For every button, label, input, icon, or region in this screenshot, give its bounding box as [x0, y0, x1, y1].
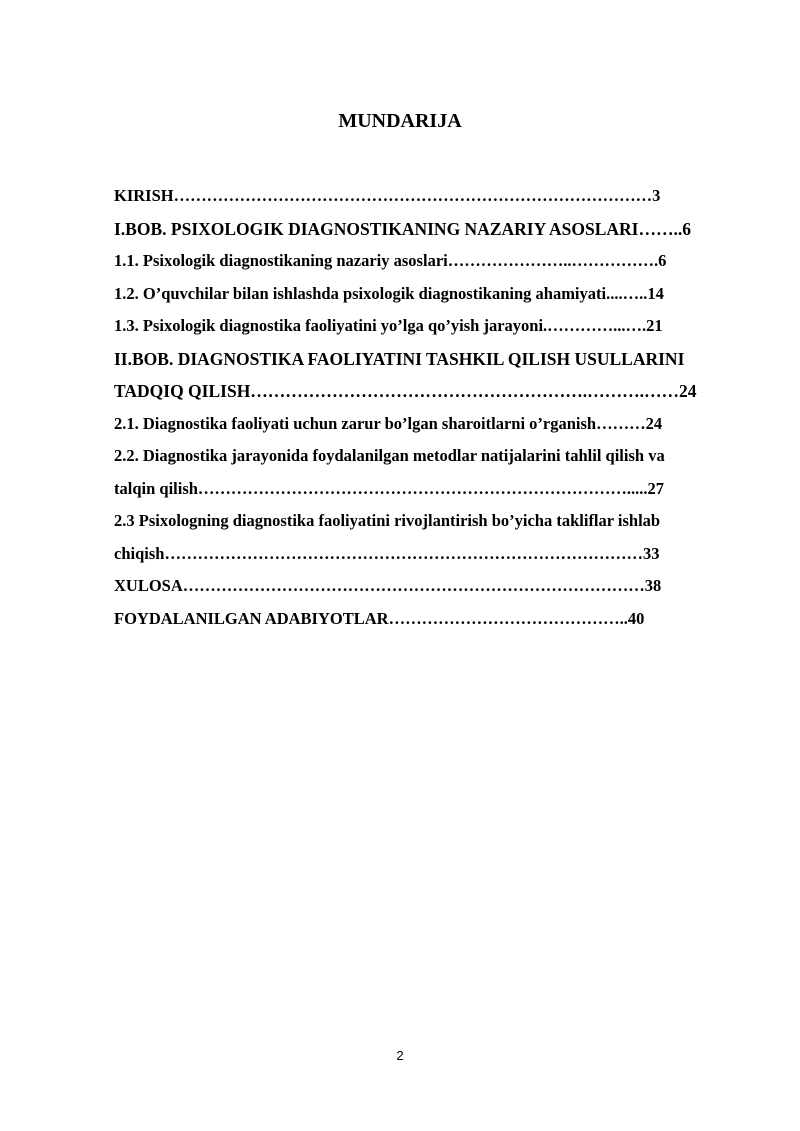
toc-entry-chapter-1: I.BOB. PSIXOLOGIK DIAGNOSTIKANING NAZARIY ASOSLARI……..6 — [114, 218, 691, 239]
page-title: MUNDARIJA — [338, 110, 462, 132]
toc-entry-1-1: 1.1. Psixologik diagnostikaning nazariy asoslari…………………..…………….6 — [114, 251, 667, 270]
toc-entry-bibliography: FOYDALANILGAN ADABIYOTLAR……………………………………..40 — [114, 608, 645, 628]
toc-entry-2-2-line-2: talqin qilish…………………………………………………………………….....27 — [114, 478, 665, 498]
toc-entry-2-2-line-1: 2.2. Diagnostika jarayonida foydalanilgan metodlar natijalarini tahlil qilish va — [114, 446, 665, 465]
toc-entry-2-3-line-1: 2.3 Psixologning diagnostika faoliyatini rivojlantirish bo’yicha takliflar ishlab — [114, 511, 661, 530]
toc-entry-1-2: 1.2. O’quvchilar bilan ishlashda psixologik diagnostikaning ahamiyati....…..14 — [114, 283, 664, 303]
toc-entry-2-1: 2.1. Diagnostika faoliyati uchun zarur bo’lgan sharoitlarni o’rganish………24 — [114, 413, 663, 433]
toc-entry-chapter-2-line-2: TADQIQ QILISH………………………………………………….……….……24 — [114, 381, 697, 401]
toc-entry-2-3-line-2: chiqish……………………………………………………………………………33 — [114, 543, 660, 563]
toc-entry-kirish: KIRISH……………………………………………………………………………3 — [114, 186, 661, 205]
toc-entry-chapter-2-line-1: II.BOB. DIAGNOSTIKA FAOLIYATINI TASHKIL QILISH USULLARINI — [114, 348, 685, 369]
toc-entry-1-3: 1.3. Psixologik diagnostika faoliyatini yo’lga qo’yish jarayoni.…………...….21 — [114, 316, 663, 335]
page-number: 2 — [396, 1048, 404, 1063]
table-of-contents — [114, 180, 746, 635]
toc-entry-xulosa: XULOSA…………………………………………………………………………38 — [114, 576, 662, 595]
